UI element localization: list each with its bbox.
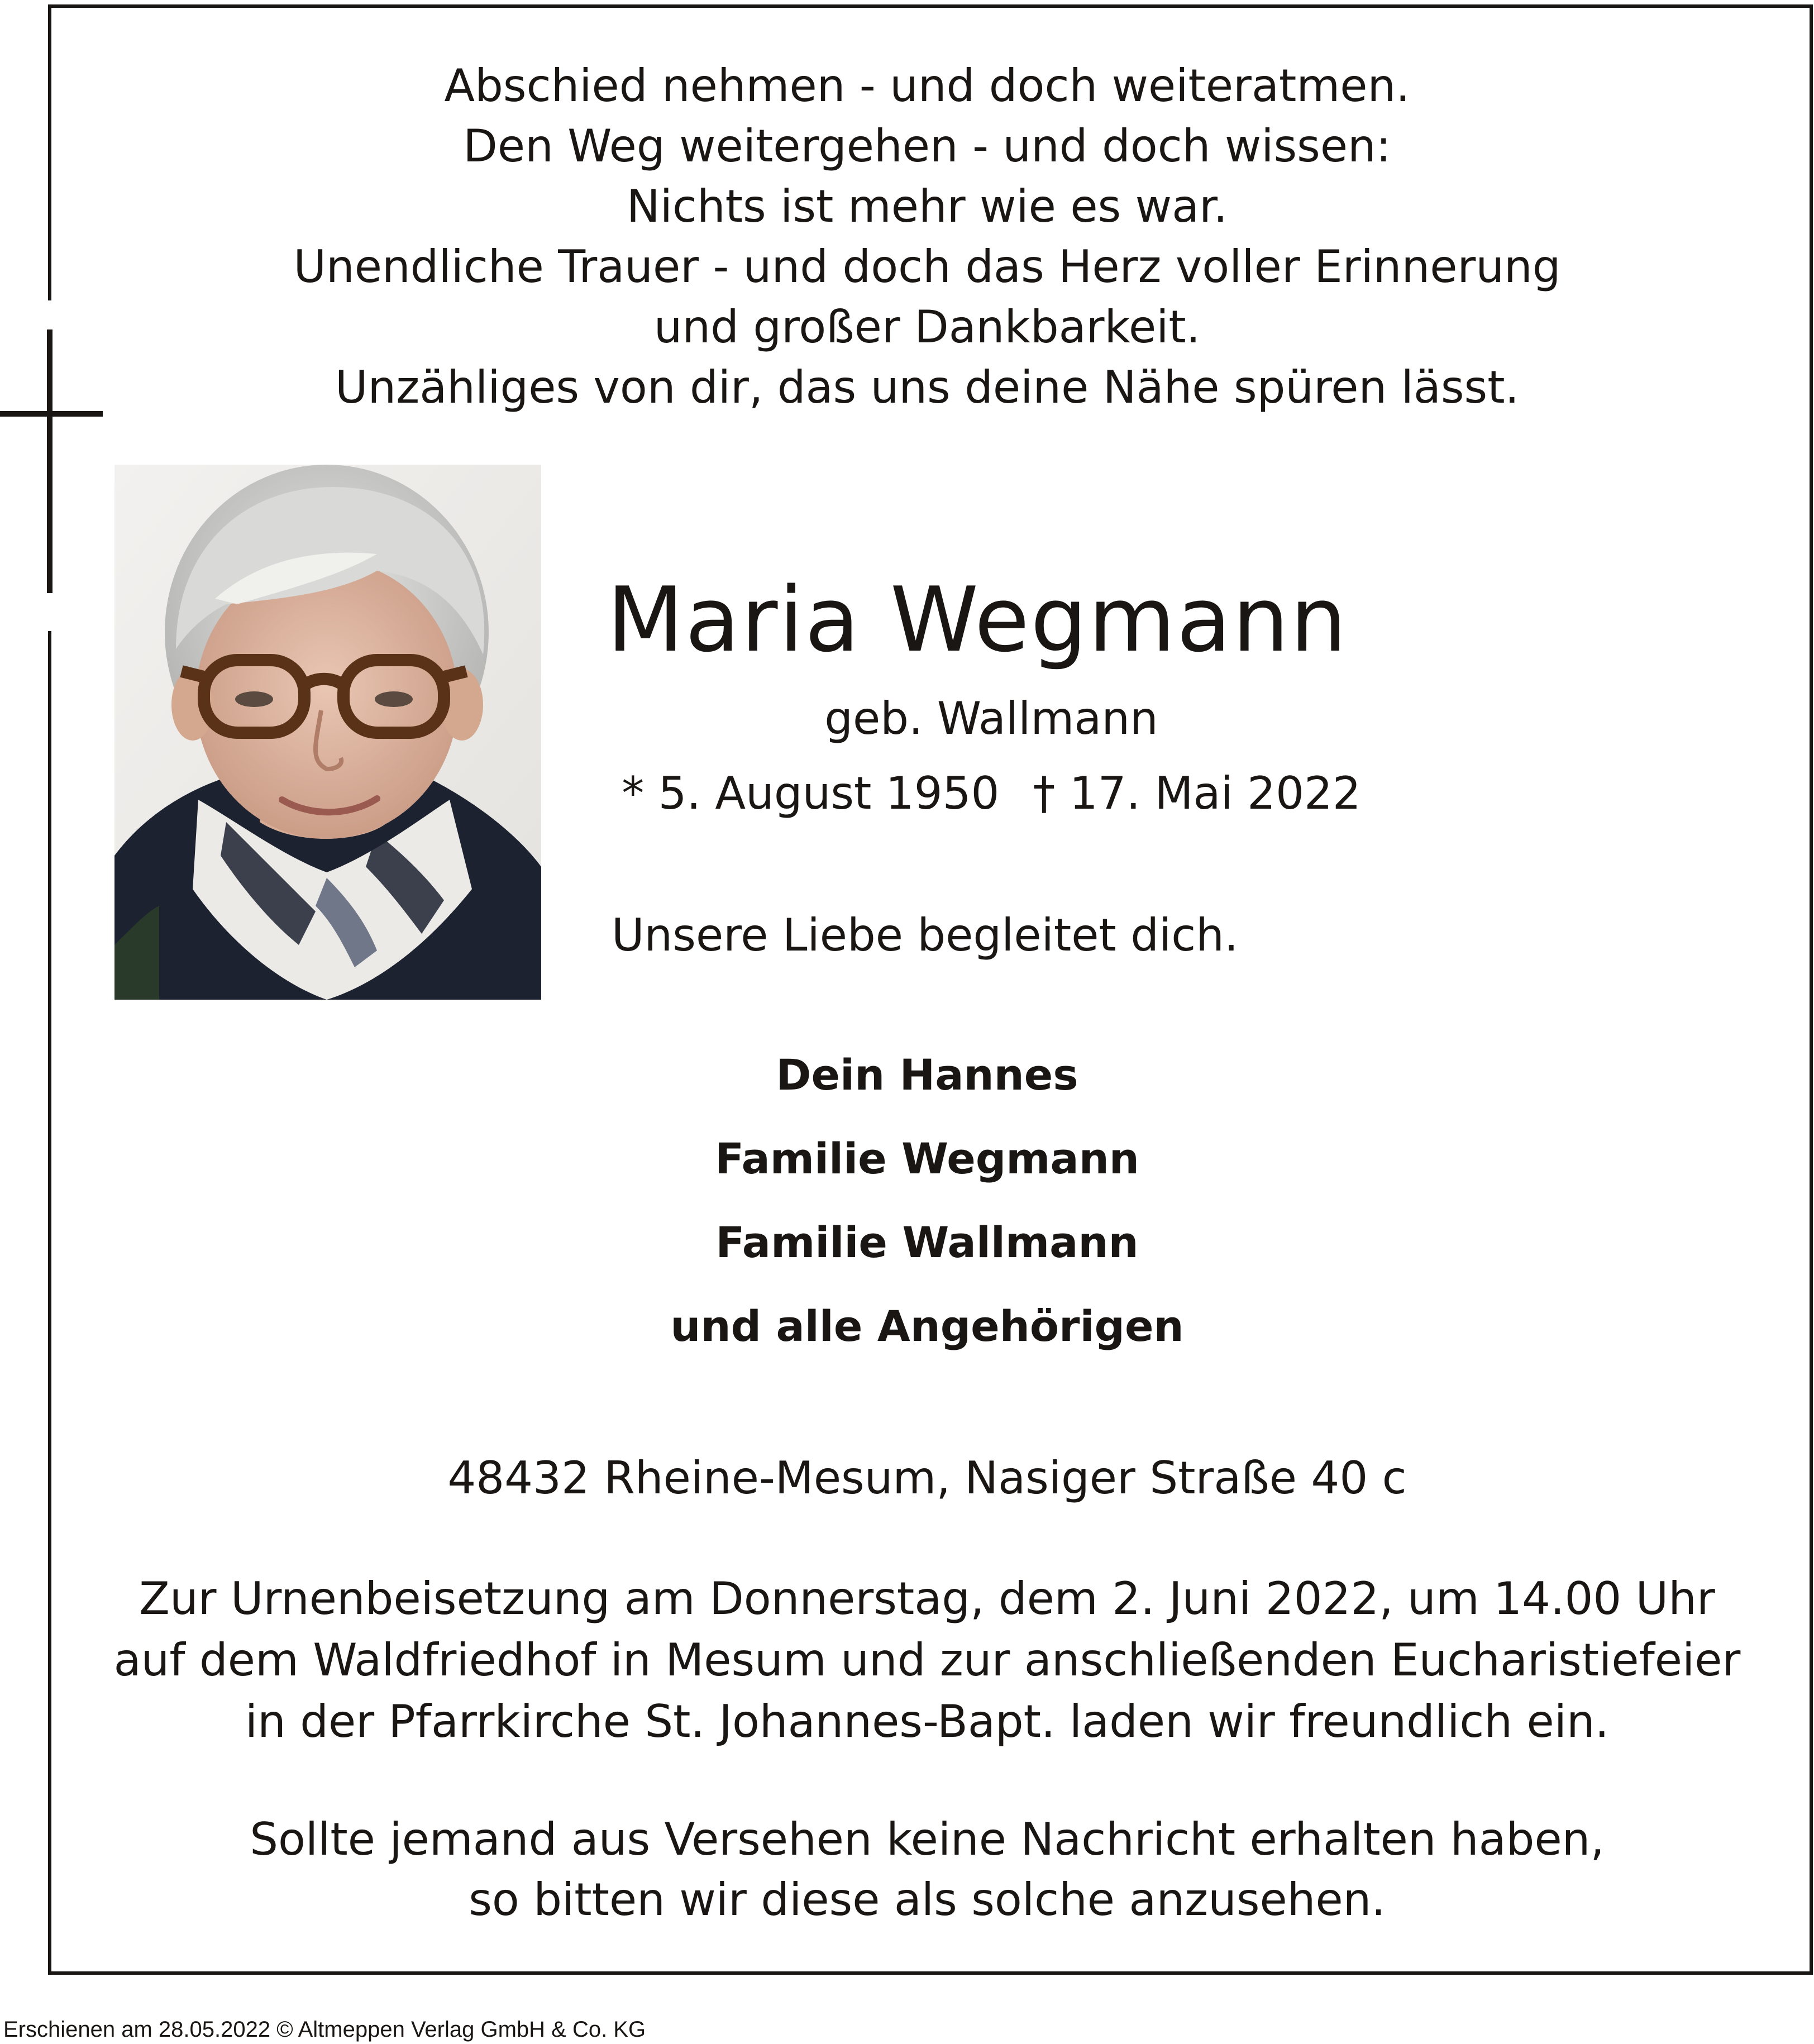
border-right — [1810, 4, 1813, 1975]
birth-name: geb. Wallmann — [824, 693, 1158, 744]
border-left-lower — [48, 631, 51, 1975]
border-left-upper — [48, 4, 51, 300]
funeral-invitation — [101, 1568, 1754, 1752]
invitation-line: auf dem Waldfriedhof in Mesum und zur anschließenden Eucharistiefeier — [113, 1634, 1741, 1686]
poem-line: Den Weg weitergehen - und doch wissen: — [463, 120, 1391, 172]
poem-line: und großer Dankbarkeit. — [653, 301, 1201, 353]
poem-line: Nichts ist mehr wie es war. — [626, 180, 1228, 232]
border-top — [48, 4, 1813, 8]
poem-line: Unzähliges von dir, das uns deine Nähe spüren lässt. — [335, 361, 1519, 413]
invitation-line: in der Pfarrkirche St. Johannes-Bapt. laden wir freundlich ein. — [245, 1696, 1610, 1747]
portrait-photo — [114, 465, 541, 1000]
mourner-entry: Dein Hannes — [776, 1050, 1078, 1100]
mourner-entry: und alle Angehörigen — [670, 1301, 1184, 1351]
mourner-entry: Familie Wallmann — [715, 1217, 1139, 1267]
address: 48432 Rheine-Mesum, Nasiger Straße 40 c — [447, 1452, 1407, 1504]
mourner-entry: Familie Wegmann — [715, 1134, 1139, 1183]
notification-notice — [168, 1809, 1687, 1930]
birth-date: * 5. August 1950 — [622, 767, 1000, 819]
poem — [168, 56, 1687, 418]
memorial-quote: Unsere Liebe begleitet dich. — [612, 909, 1239, 961]
life-dates — [586, 763, 1396, 824]
poem-line: Unendliche Trauer - und doch das Herz voller Erinnerung — [293, 241, 1561, 293]
cross-horizontal-bar — [0, 411, 103, 417]
invitation-line: Zur Urnenbeisetzung am Donnerstag, dem 2. Juni 2022, um 14.00 Uhr — [139, 1573, 1715, 1625]
publication-footer: Erschienen am 28.05.2022 © Altmeppen Verlag GmbH & Co. KG — [3, 2017, 646, 2042]
poem-line: Abschied nehmen - und doch weiteratmen. — [444, 60, 1410, 112]
deceased-name: Maria Wegmann — [607, 567, 1348, 672]
death-date: † 17. Mai 2022 — [1033, 767, 1361, 819]
mourners-list — [592, 1047, 1262, 1382]
notice-line: Sollte jemand aus Versehen keine Nachricht erhalten haben, — [250, 1813, 1605, 1865]
notice-line: so bitten wir diese als solche anzusehen. — [469, 1874, 1386, 1926]
cross-vertical-bar — [47, 329, 52, 593]
border-bottom — [48, 1971, 1813, 1975]
